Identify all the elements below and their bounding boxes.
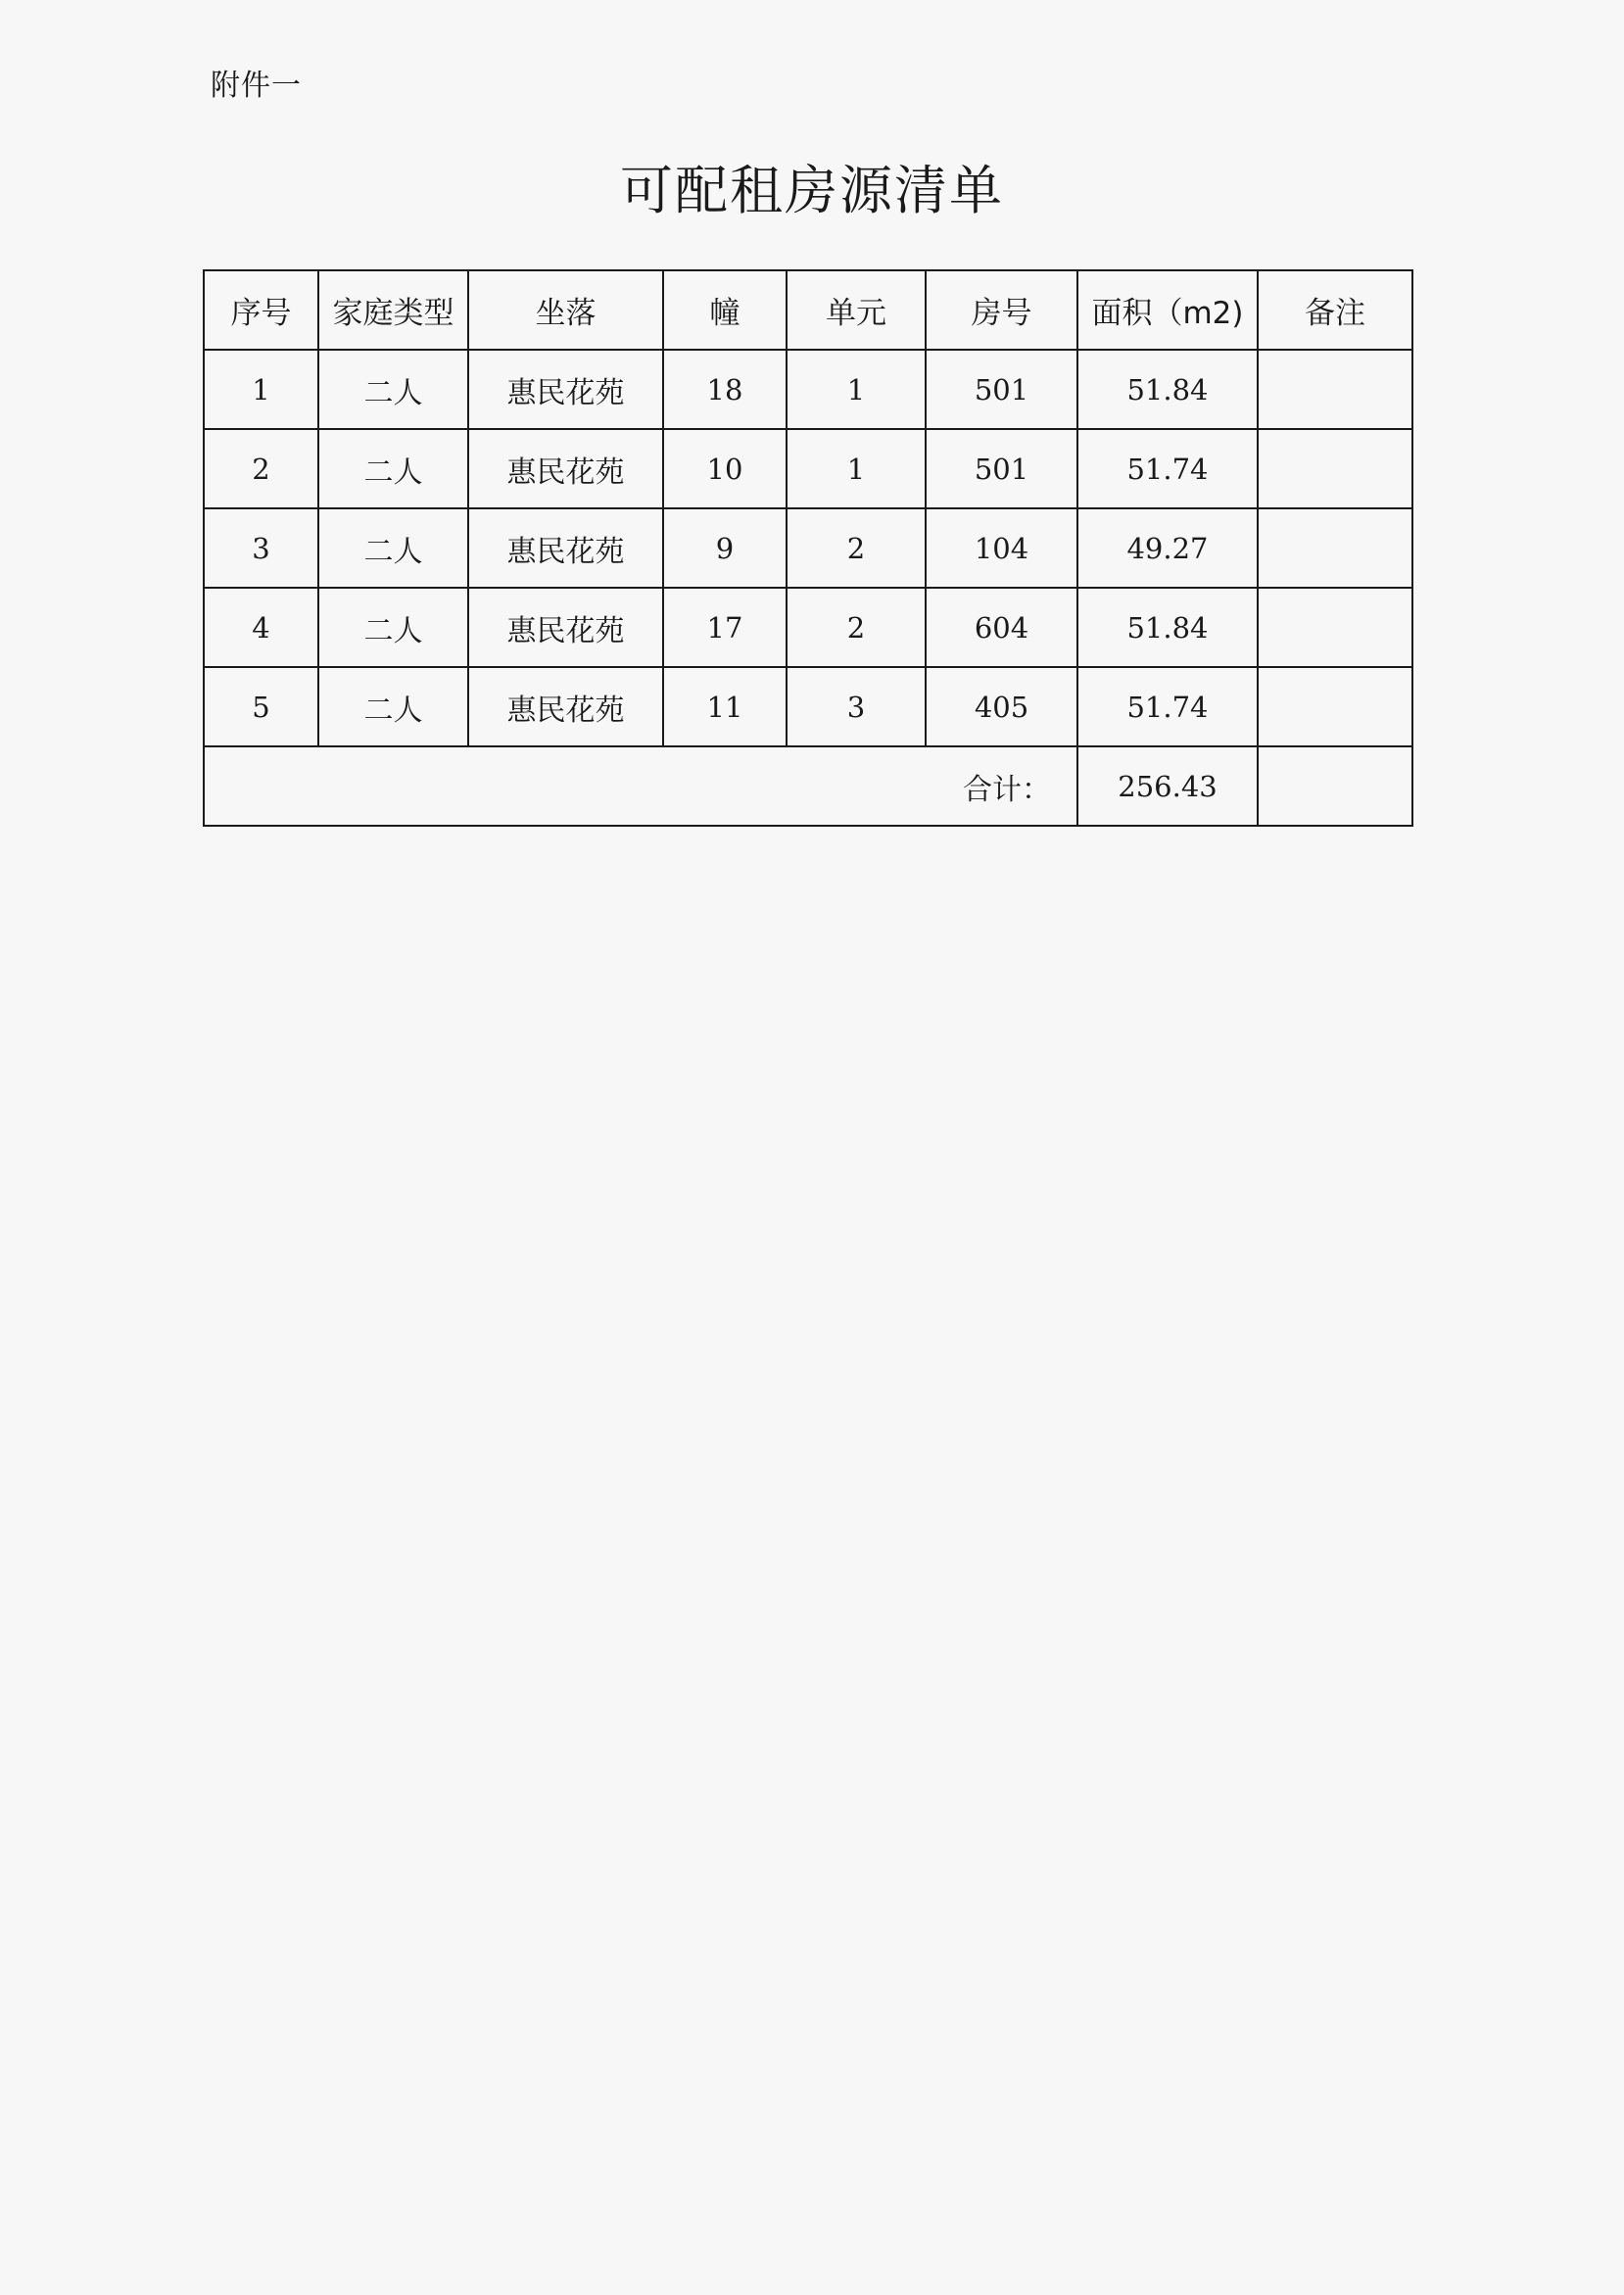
cell-serial-number: 3 (204, 508, 318, 588)
cell-area: 51.84 (1077, 350, 1258, 429)
table-header-row (204, 270, 1412, 350)
table-row (204, 588, 1412, 667)
cell-building: 18 (663, 350, 787, 429)
cell-serial-number: 4 (204, 588, 318, 667)
cell-family-type: 二人 (318, 508, 468, 588)
cell-room-number: 501 (926, 429, 1077, 508)
header-family-type: 家庭类型 (318, 270, 468, 350)
table-row (204, 667, 1412, 746)
total-remark-cell (1258, 746, 1412, 826)
cell-room-number: 405 (926, 667, 1077, 746)
cell-room-number: 104 (926, 508, 1077, 588)
cell-area: 51.74 (1077, 667, 1258, 746)
total-label: 合计： (204, 746, 1077, 826)
cell-family-type: 二人 (318, 350, 468, 429)
table-row (204, 429, 1412, 508)
cell-area: 51.84 (1077, 588, 1258, 667)
cell-building: 9 (663, 508, 787, 588)
header-building: 幢 (663, 270, 787, 350)
total-area: 256.43 (1077, 746, 1258, 826)
cell-remark (1258, 667, 1412, 746)
cell-building: 10 (663, 429, 787, 508)
cell-room-number: 604 (926, 588, 1077, 667)
cell-remark (1258, 588, 1412, 667)
cell-serial-number: 5 (204, 667, 318, 746)
attachment-label: 附件一 (211, 69, 302, 103)
table-row (204, 508, 1412, 588)
cell-location: 惠民花苑 (468, 667, 663, 746)
cell-unit: 2 (787, 508, 926, 588)
table-row (204, 350, 1412, 429)
cell-remark (1258, 350, 1412, 429)
cell-family-type: 二人 (318, 667, 468, 746)
cell-unit: 1 (787, 429, 926, 508)
header-unit: 单元 (787, 270, 926, 350)
cell-remark (1258, 508, 1412, 588)
cell-building: 11 (663, 667, 787, 746)
header-area: 面积（m2) (1077, 270, 1258, 350)
cell-location: 惠民花苑 (468, 429, 663, 508)
cell-family-type: 二人 (318, 429, 468, 508)
cell-area: 49.27 (1077, 508, 1258, 588)
cell-location: 惠民花苑 (468, 350, 663, 429)
total-row (204, 746, 1412, 826)
cell-building: 17 (663, 588, 787, 667)
header-serial-number: 序号 (204, 270, 318, 350)
cell-unit: 2 (787, 588, 926, 667)
housing-list-table (203, 269, 1413, 827)
header-location: 坐落 (468, 270, 663, 350)
cell-serial-number: 1 (204, 350, 318, 429)
cell-serial-number: 2 (204, 429, 318, 508)
cell-remark (1258, 429, 1412, 508)
cell-location: 惠民花苑 (468, 588, 663, 667)
cell-unit: 3 (787, 667, 926, 746)
cell-location: 惠民花苑 (468, 508, 663, 588)
page-title: 可配租房源清单 (620, 160, 1004, 221)
cell-family-type: 二人 (318, 588, 468, 667)
cell-area: 51.74 (1077, 429, 1258, 508)
header-room-number: 房号 (926, 270, 1077, 350)
cell-room-number: 501 (926, 350, 1077, 429)
cell-unit: 1 (787, 350, 926, 429)
header-remark: 备注 (1258, 270, 1412, 350)
